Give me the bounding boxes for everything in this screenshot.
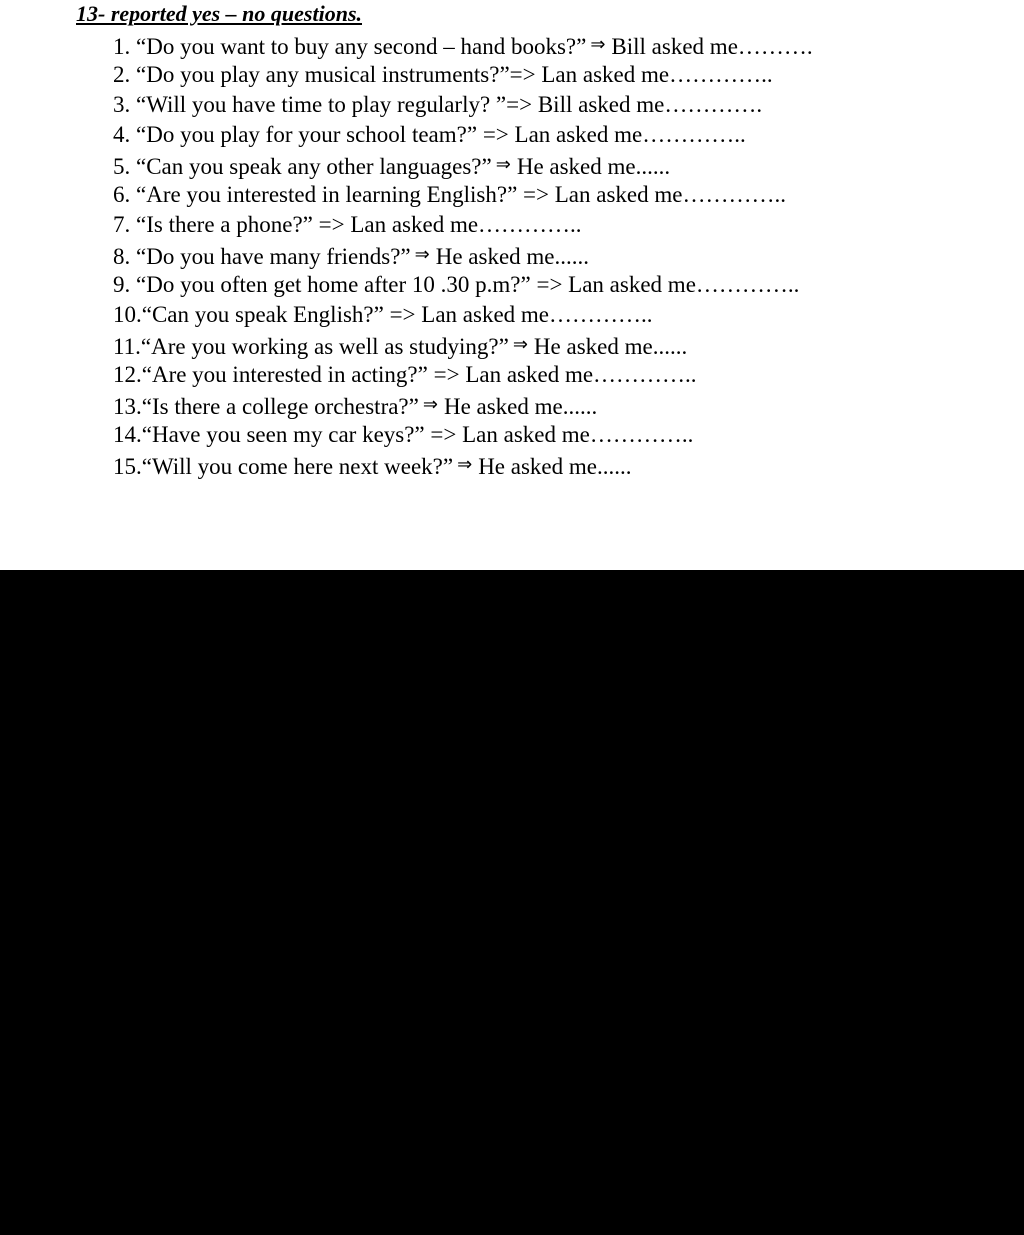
item-question: “Can you speak any other languages?” [136, 154, 492, 179]
item-number: 12. [113, 362, 142, 387]
exercise-item [113, 240, 813, 270]
item-number: 10. [113, 302, 142, 327]
item-connector: => [506, 92, 538, 117]
exercise-item [113, 30, 813, 60]
item-connector: => [523, 182, 555, 207]
item-number: 4. [113, 122, 136, 147]
double-arrow-icon: ⇒ [590, 34, 606, 55]
item-reported-stem: He asked me...... [478, 454, 632, 479]
item-reported-stem: He asked me...... [533, 334, 688, 359]
item-connector: => [318, 212, 351, 237]
exercise-item [113, 90, 813, 120]
item-reported-stem: He asked me...... [435, 244, 590, 269]
item-number: 3. [113, 92, 136, 117]
item-question: “Will you come here next week?” [141, 454, 454, 479]
item-question: “Is there a college orchestra?” [141, 394, 419, 419]
item-connector: => [482, 122, 515, 147]
item-question: “Do you play any musical instruments?” [136, 62, 510, 87]
item-question: “Do you have many friends?” [136, 244, 411, 269]
item-reported-stem: Bill asked me………. [611, 34, 813, 59]
item-question: “Have you seen my car keys?” [141, 422, 431, 447]
item-reported-stem: Lan asked me………….. [541, 62, 773, 87]
item-question: “Do you play for your school team?” [136, 122, 483, 147]
item-number: 11. [113, 334, 141, 359]
exercise-item [113, 210, 813, 240]
item-reported-stem: Lan asked me………….. [554, 182, 786, 207]
item-number: 7. [113, 212, 136, 237]
double-arrow-icon: ⇒ [512, 334, 528, 355]
double-arrow-icon: ⇒ [422, 394, 438, 415]
item-reported-stem: Lan asked me………….. [462, 422, 694, 447]
item-connector: => [430, 422, 463, 447]
exercise-item [113, 360, 813, 390]
item-question: “Do you often get home after 10 .30 p.m?” [136, 272, 537, 297]
exercise-item [113, 150, 813, 180]
item-question: “Are you interested in acting?” [141, 362, 434, 387]
item-reported-stem: He asked me...... [443, 394, 598, 419]
item-reported-stem: Lan asked me………….. [465, 362, 697, 387]
item-connector: => [433, 362, 466, 387]
exercise-item [113, 300, 813, 330]
item-number: 6. [113, 182, 136, 207]
item-reported-stem: Lan asked me………….. [514, 122, 746, 147]
exercise-item [113, 60, 813, 90]
item-question: “Are you working as well as studying?” [140, 334, 509, 359]
item-reported-stem: Lan asked me………….. [421, 302, 653, 327]
item-number: 5. [113, 154, 136, 179]
item-question: “Do you want to buy any second – hand books?” [136, 34, 587, 59]
item-reported-stem: Bill asked me…………. [537, 92, 763, 117]
worksheet-page [0, 0, 1024, 570]
exercise-item [113, 330, 813, 360]
item-number: 14. [113, 422, 142, 447]
item-number: 9. [113, 272, 136, 297]
item-number: 15. [113, 454, 142, 479]
item-number: 13. [113, 394, 142, 419]
item-reported-stem: He asked me...... [516, 154, 671, 179]
item-connector: => [389, 302, 422, 327]
double-arrow-icon: ⇒ [414, 244, 430, 265]
exercise-item [113, 180, 813, 210]
item-question: “Can you speak English?” [141, 302, 390, 327]
item-number: 1. [113, 34, 136, 59]
item-question: “Are you interested in learning English?” [136, 182, 524, 207]
double-arrow-icon: ⇒ [457, 454, 473, 475]
exercise-item [113, 420, 813, 450]
exercise-heading: 13- reported yes – no questions. [76, 1, 362, 26]
item-connector: => [536, 272, 569, 297]
item-reported-stem: Lan asked me………….. [568, 272, 800, 297]
exercise-item [113, 450, 813, 480]
item-number: 2. [113, 62, 136, 87]
item-number: 8. [113, 244, 136, 269]
exercise-item [113, 120, 813, 150]
item-reported-stem: Lan asked me………….. [350, 212, 582, 237]
exercise-item [113, 270, 813, 300]
item-connector: => [509, 62, 542, 87]
exercise-list [113, 30, 813, 480]
double-arrow-icon: ⇒ [495, 154, 511, 175]
item-question: “Will you have time to play regularly? ” [136, 92, 507, 117]
item-question: “Is there a phone?” [136, 212, 319, 237]
exercise-item [113, 390, 813, 420]
